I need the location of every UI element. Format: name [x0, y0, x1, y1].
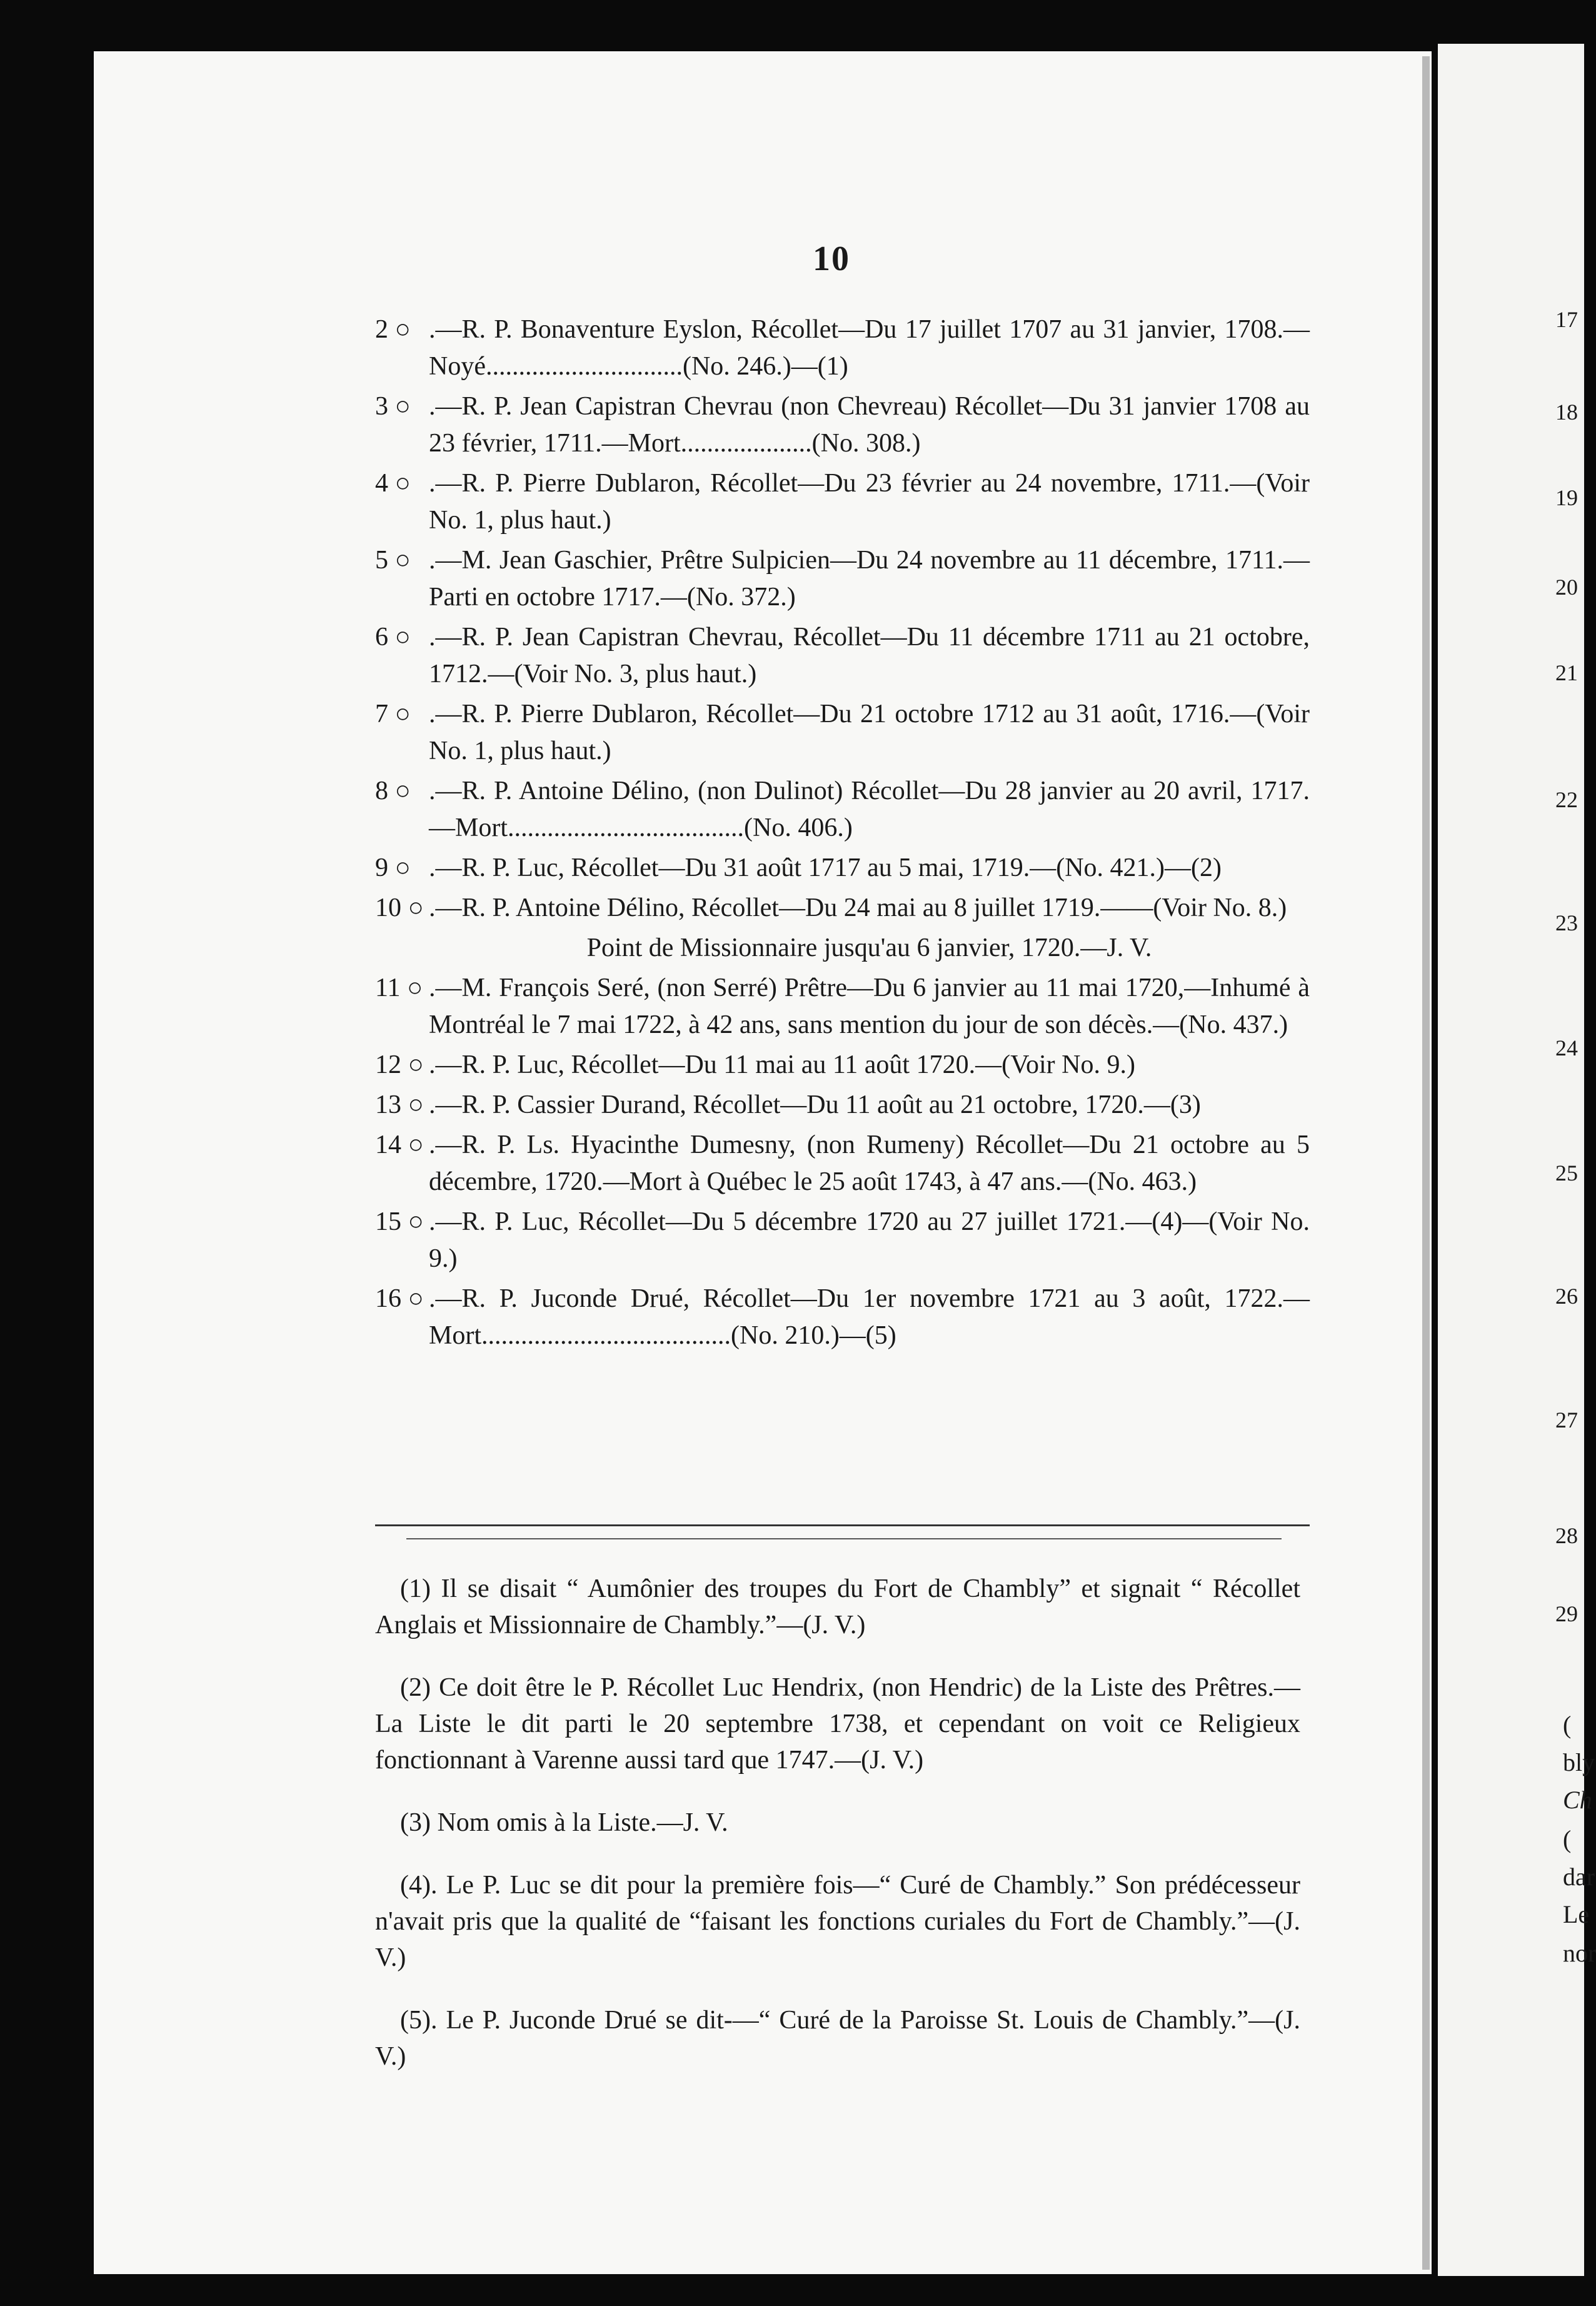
margin-number: 19: [1555, 485, 1578, 510]
entry-text: .—R. P. Antoine Délino, Récollet—Du 24 mai au 8 juillet 1719.——(Voir No. 8.): [429, 894, 1287, 922]
margin-number: 20: [1555, 575, 1578, 600]
margin-number: 28: [1555, 1523, 1578, 1548]
list-item: [375, 1127, 1310, 1201]
entry-number: 11 ○: [375, 974, 423, 1002]
list-item: [375, 311, 1310, 385]
entry-text: .—R. P. Bonaventure Eyslon, Récollet—Du 17 juillet 1707 au 31 janvier, 1708.—Noyé..............................(No. 246.)—(1): [429, 315, 1310, 381]
margin-fragment: nor: [1563, 1939, 1596, 1967]
entry-text: .—R. P. Luc, Récollet—Du 31 août 1717 au 5 mai, 1719.—(No. 421.)—(2): [429, 853, 1222, 882]
entry-number: 2 ○: [375, 315, 411, 344]
margin-number: 29: [1555, 1601, 1578, 1626]
entry-number: 6 ○: [375, 623, 411, 652]
margin-number: 22: [1555, 787, 1578, 812]
margin-fragment: bly: [1563, 1748, 1595, 1776]
footnote: (1) Il se disait “ Aumônier des troupes du Fort de Chambly” et signait “ Récollet Anglais et Missionnaire de Chambly.”—(J. V.): [375, 1574, 1300, 1639]
list-item: [375, 619, 1310, 693]
list-item: [375, 1281, 1310, 1354]
footnote-divider: [375, 1524, 1310, 1526]
entry-text: .—R. P. Cassier Durand, Récollet—Du 11 août au 21 octobre, 1720.—(3): [429, 1090, 1201, 1119]
margin-number: 24: [1555, 1035, 1578, 1060]
margin-number: 17: [1555, 307, 1578, 332]
list-item: [375, 1087, 1310, 1124]
entry-number: 12 ○: [375, 1050, 424, 1079]
interval-note: [375, 930, 1310, 967]
entry-number: 9 ○: [375, 853, 411, 882]
footnotes: [375, 1544, 1300, 2081]
page-fold: [1422, 56, 1430, 2270]
footnote-divider-inner: [406, 1538, 1282, 1539]
entry-text: .—R. P. Luc, Récollet—Du 5 décembre 1720 au 27 juillet 1721.—(4)—(Voir No. 9.): [429, 1207, 1310, 1273]
entry-text: .—R. P. Jean Capistran Chevrau (non Chevreau) Récollet—Du 31 janvier 1708 au 23 février, 1711.—Mort....................(No. 308.): [429, 392, 1310, 458]
entry-text: .—R. P. Antoine Délino, (non Dulinot) Récollet—Du 28 janvier au 20 avril, 1717.—Mort....................................(No. 406.): [429, 777, 1310, 842]
list-item: [375, 1047, 1310, 1084]
entry-number: 15 ○: [375, 1207, 424, 1236]
entry-number: 5 ○: [375, 546, 411, 575]
margin-number: 25: [1555, 1161, 1578, 1186]
margin-fragment: (: [1563, 1825, 1572, 1853]
list-item: [375, 696, 1310, 770]
margin-fragment: (: [1563, 1711, 1572, 1739]
footnote: (3) Nom omis à la Liste.—J. V.: [400, 1808, 728, 1837]
page-number: 10: [813, 239, 850, 278]
entry-text: .—R. P. Juconde Drué, Récollet—Du 1er novembre 1721 au 3 août, 1722.—Mort......................................(No. 210.)—(5): [429, 1284, 1310, 1350]
entry-number: 4 ○: [375, 469, 411, 498]
entry-text: .—R. P. Pierre Dublaron, Récollet—Du 21 octobre 1712 au 31 août, 1716.—(Voir No. 1, plus haut.): [429, 700, 1310, 765]
entry-text: .—R. P. Pierre Dublaron, Récollet—Du 23 février au 24 novembre, 1711.—(Voir No. 1, plus haut.): [429, 469, 1310, 535]
entry-number: 7 ○: [375, 700, 411, 728]
list-item: [375, 542, 1310, 616]
entry-number: 16 ○: [375, 1284, 424, 1313]
interval-note-text: Point de Missionnaire jusqu'au 6 janvier, 1720.—J. V.: [586, 934, 1152, 962]
footnote: (5). Le P. Juconde Drué se dit-—“ Curé de la Paroisse St. Louis de Chambly.”—(J. V.): [375, 2006, 1300, 2071]
entry-number: 10 ○: [375, 894, 424, 922]
margin-number: 21: [1555, 660, 1578, 685]
list-item: [375, 465, 1310, 539]
entry-number: 8 ○: [375, 777, 411, 805]
margin-fragment: dar: [1563, 1863, 1595, 1891]
list-item: [375, 970, 1310, 1044]
entry-text: .—R. P. Luc, Récollet—Du 11 mai au 11 août 1720.—(Voir No. 9.): [429, 1050, 1135, 1079]
margin-number: 23: [1555, 910, 1578, 935]
list-item: [375, 1204, 1310, 1277]
entry-list: [375, 311, 1310, 1357]
entry-number: 3 ○: [375, 392, 411, 421]
margin-number: 27: [1555, 1407, 1578, 1432]
entry-number: 14 ○: [375, 1130, 424, 1159]
margin-fragment: Le: [1563, 1900, 1590, 1928]
margin-number: 18: [1555, 400, 1578, 425]
entry-number: 13 ○: [375, 1090, 424, 1119]
list-item: [375, 388, 1310, 462]
list-item: [375, 890, 1310, 927]
entry-text: .—R. P. Jean Capistran Chevrau, Récollet—Du 11 décembre 1711 au 21 octobre, 1712.—(Voir No. 3, plus haut.): [429, 623, 1310, 688]
footnote: (4). Le P. Luc se dit pour la première fois—“ Curé de Chambly.” Son prédécesseur n'avait pris que la qualité de “faisant les fonctions curiales du Fort de Chambly.”—(J. V.): [375, 1871, 1300, 1972]
footnote: (2) Ce doit être le P. Récollet Luc Hendrix, (non Hendric) de la Liste des Prêtres.—La Liste le dit parti le 20 septembre 1738, et cependant on voit ce Religieux fonctionnant à Varenne aussi tard que 1747.—(J. V.): [375, 1673, 1300, 1775]
list-item: [375, 773, 1310, 847]
margin-number: 26: [1555, 1284, 1578, 1309]
entry-text: .—M. François Seré, (non Serré) Prêtre—Du 6 janvier au 11 mai 1720,—Inhumé à Montréal le 7 mai 1722, à 42 ans, sans mention du jour de son décès.—(No. 437.): [429, 974, 1310, 1039]
margin-fragment: Ch: [1563, 1786, 1592, 1814]
list-item: [375, 850, 1310, 887]
entry-text: .—M. Jean Gaschier, Prêtre Sulpicien—Du 24 novembre au 11 décembre, 1711.—Parti en octobre 1717.—(No. 372.): [429, 546, 1310, 612]
entry-text: .—R. P. Ls. Hyacinthe Dumesny, (non Rumeny) Récollet—Du 21 octobre au 5 décembre, 1720.—Mort à Québec le 25 août 1743, à 47 ans.—(No. 463.): [429, 1130, 1310, 1196]
